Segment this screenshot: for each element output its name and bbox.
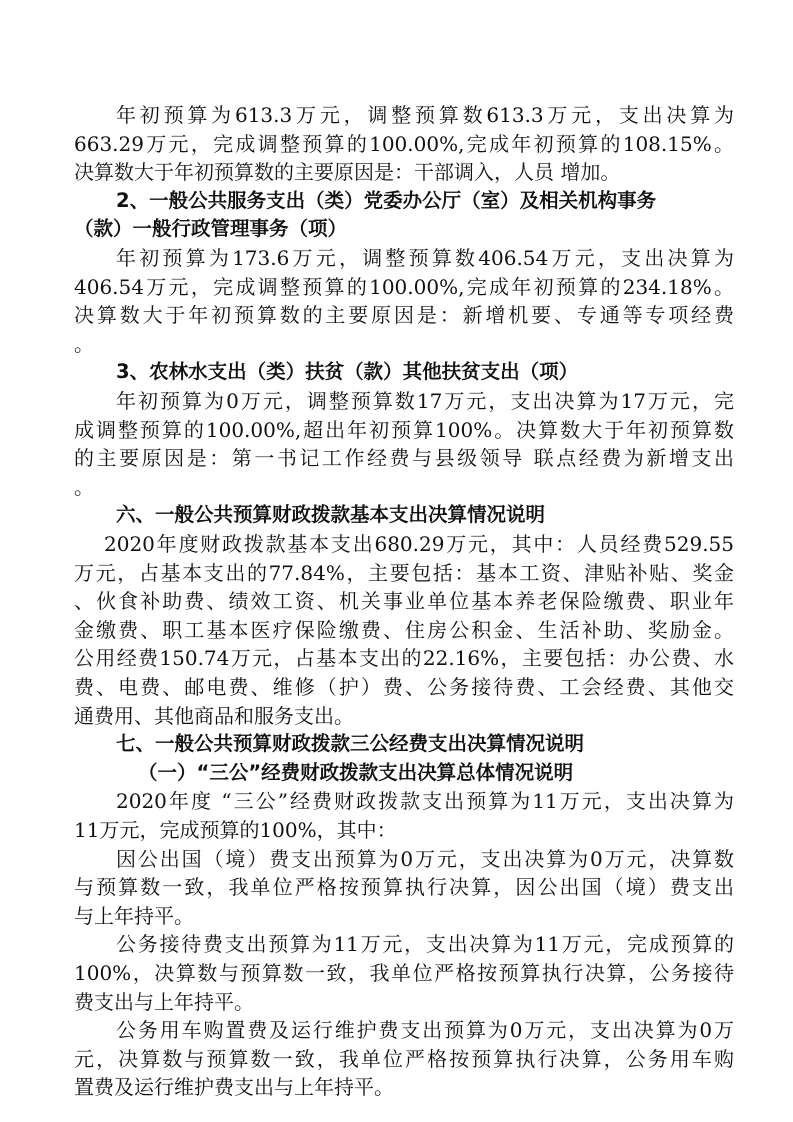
paragraph-line: 100%，决算数与预算数一致，我单位严格按预算执行决算，公务接待 [74,961,734,985]
paragraph-line: 公用经费150.74万元，占基本支出的22.16%，主要包括：办公费、水 [74,646,734,671]
paragraph-line: 。 [74,474,94,499]
paragraph-line: 决算数大于年初预算数的主要原因是：干部调入，人员 增加。 [74,160,621,185]
paragraph-line: 11万元，完成预算的100%，其中： [74,818,397,842]
paragraph-line: 费支出与上年持平。 [74,989,254,1014]
paragraph-line: 公务用车购置费及运行维护费支出预算为0万元，支出决算为0万 [116,1018,734,1043]
section-heading: 2、一般公共服务支出（类）党委办公厅（室）及相关机构事务 [116,188,657,212]
paragraph-line: 元，决算数与预算数一致，我单位严格按预算执行决算，公务用车购 [74,1046,734,1071]
paragraph-line: 通费用、其他商品和服务支出。 [74,703,354,728]
section-heading: 3、农林水支出（类）扶贫（款）其他扶贫支出（项） [116,360,579,384]
section-heading: 六、一般公共预算财政拨款基本支出决算情况说明 [116,503,546,527]
paragraph-line: 年初预算为173.6万元，调整预算数406.54万元，支出决算为 [116,246,734,270]
section-heading: 七、一般公共预算财政拨款三公经费支出决算情况说明 [116,732,585,756]
paragraph-line: 年初预算为0万元，调整预算数17万元，支出决算为17万元，完 [116,389,734,413]
paragraph-line: 公务接待费支出预算为11万元，支出决算为11万元，完成预算的 [116,932,734,957]
paragraph-line: 因公出国（境）费支出预算为0万元，支出决算为0万元，决算数 [116,846,734,871]
paragraph-line: 决算数大于年初预算数的主要原因是：新增机要、专通等专项经费 [74,303,734,328]
paragraph-line: 置费及运行维护费支出与上年持平。 [74,1075,394,1100]
paragraph-line: 。 [74,331,94,356]
paragraph-line: 406.54万元，完成调整预算的100.00%,完成年初预算的234.18%。 [74,274,734,299]
paragraph-line: 年初预算为613.3万元，调整预算数613.3万元，支出决算为 [116,103,734,127]
paragraph-line: 成调整预算的100.00%,超出年初预算100%。决算数大于年初预算数 [74,417,734,442]
paragraph-line: 2020年度财政拨款基本支出680.29万元，其中：人员经费529.55 [104,532,734,556]
paragraph-line: 663.29万元，完成调整预算的100.00%,完成年初预算的108.15%。 [74,131,734,156]
paragraph-line: 万元，占基本支出的77.84%，主要包括：基本工资、津贴补贴、奖金 [74,560,734,585]
paragraph-line: 2020年度 “三公”经费财政拨款支出预算为11万元，支出决算为 [116,789,734,814]
paragraph-line: 与预算数一致，我单位严格按预算执行决算，因公出国（境）费支出 [74,875,734,900]
paragraph-line: 费、电费、邮电费、维修（护）费、公务接待费、工会经费、其他交 [74,675,734,699]
paragraph-line: 的主要原因是：第一书记工作经费与县级领导 联点经费为新增支出 [74,446,734,471]
paragraph-line: 与上年持平。 [74,903,194,928]
paragraph-line: 、伙食补助费、绩效工资、机关事业单位基本养老保险缴费、职业年 [74,589,734,614]
section-heading: （款）一般行政管理事务（项） [74,217,348,241]
subsection-heading: （一）“三公”经费财政拨款支出决算总体情况说明 [138,760,574,784]
paragraph-line: 金缴费、职工基本医疗保险缴费、住房公积金、生活补助、奖励金。 [74,617,734,642]
